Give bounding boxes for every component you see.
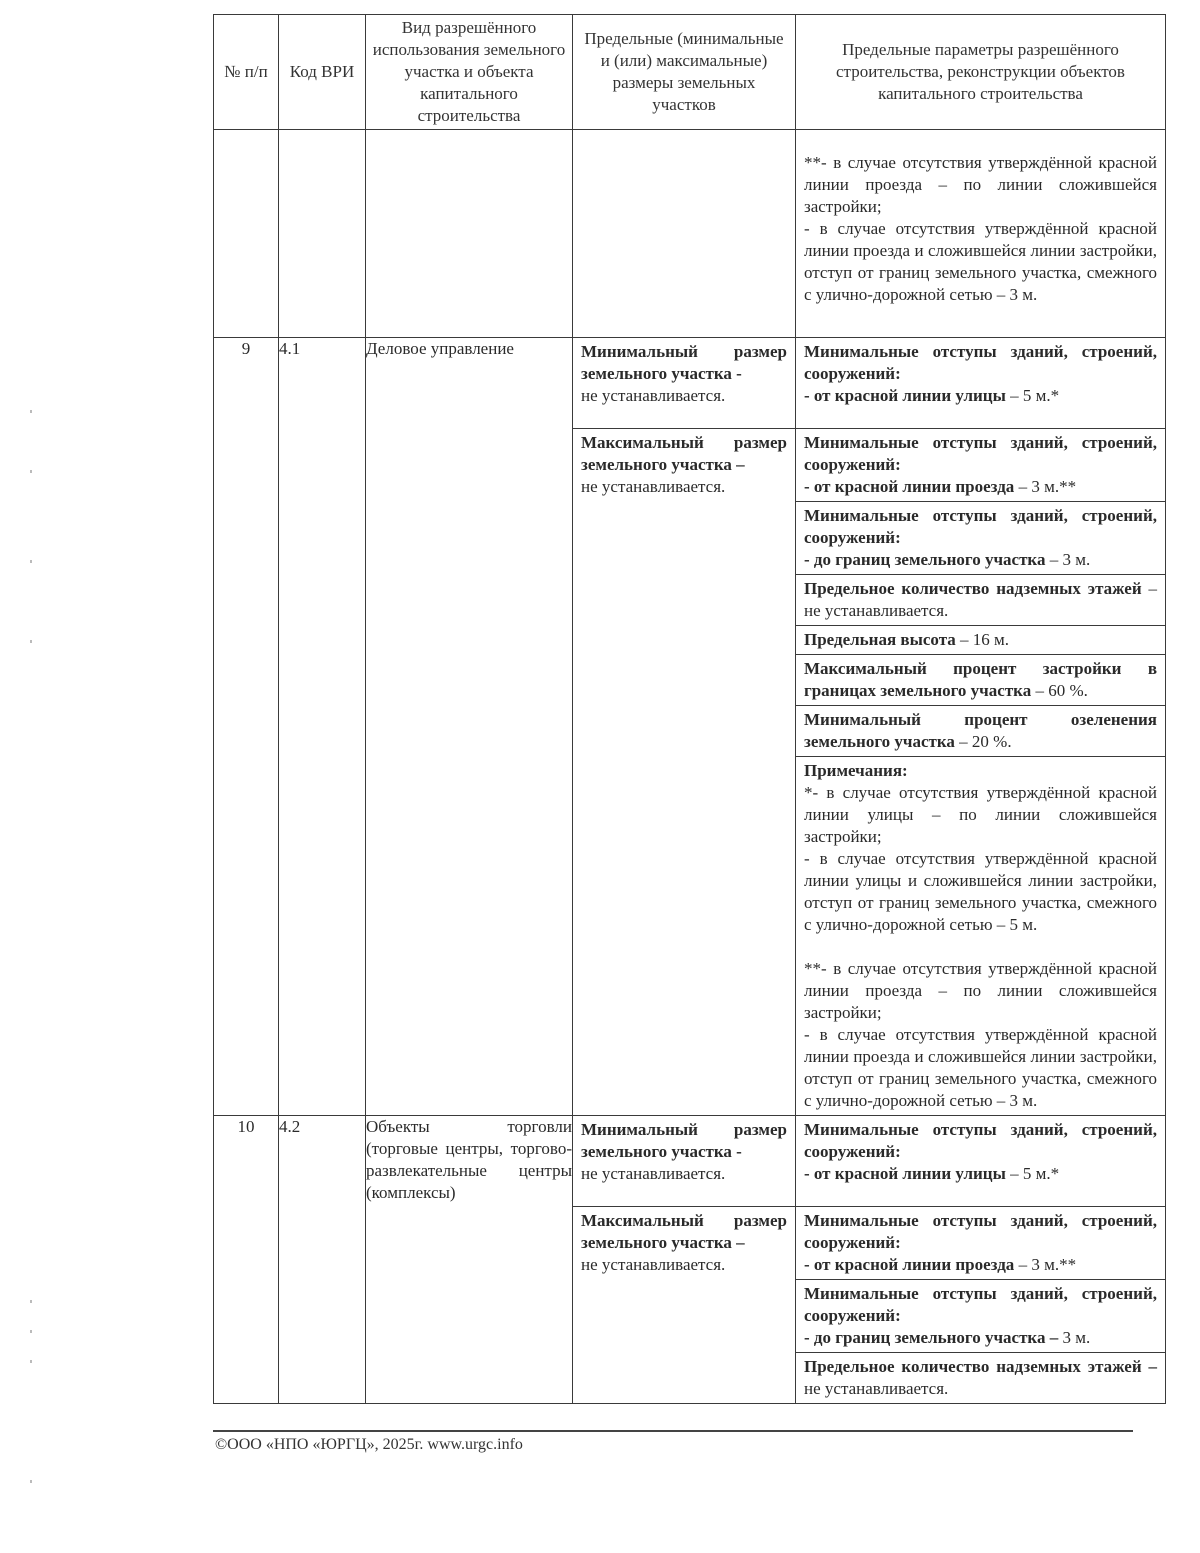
param-value: - до границ земельного участка – — [804, 1328, 1059, 1347]
table-row-continuation — [214, 130, 1166, 338]
note-line: **- в случае отсутствия утверждённой красной линии проезда – по линии сложившейся застройки; — [804, 153, 1157, 216]
note-line: **- в случае отсутствия утверждённой красной линии проезда – по линии сложившейся застройки; — [804, 959, 1157, 1022]
max-size-value: не устанавливается. — [581, 477, 726, 496]
header-num: № п/п — [214, 15, 279, 130]
row-number: 9 — [214, 338, 279, 1116]
param-tail: – 5 м.* — [1005, 386, 1060, 405]
header-kind: Вид разрешённого использования земельного участка и объекта капитального строительства — [366, 15, 573, 130]
param-title: Минимальные отступы зданий, строений, сооружений: — [804, 342, 1157, 383]
min-size-title: Минимальный размер земельного участка - — [581, 342, 787, 383]
row-code: 4.2 — [279, 1116, 366, 1404]
regulations-table — [213, 14, 1166, 1404]
min-size-value: не устанавливается. — [581, 1164, 726, 1183]
param-tail: – 3 м.** — [1014, 1255, 1077, 1274]
note-line: - в случае отсутствия утверждённой красной линии проезда и сложившейся линии застройки, отступ от границ земельного участка, смежного с улично-дорожной сетью – 3 м. — [804, 219, 1157, 304]
row-params — [796, 1116, 1166, 1404]
param-tail: 3 м. — [1058, 1328, 1091, 1347]
note-line: - в случае отсутствия утверждённой красной линии улицы и сложившейся линии застройки, отступ от границ земельного участка, смежного с улично-дорожной сетью – 5 м. — [804, 849, 1157, 934]
table-row-10 — [214, 1116, 1166, 1404]
max-size-title: Максимальный размер земельного участка – — [581, 1211, 787, 1252]
note-line: *- в случае отсутствия утверждённой красной линии улицы – по линии сложившейся застройки; — [804, 783, 1157, 846]
param-value: - от красной линии улицы — [804, 386, 1006, 405]
row-kind: Деловое управление — [366, 338, 573, 1116]
param-title: Предельная высота — [804, 630, 956, 649]
param-title: Минимальные отступы зданий, строений, сооружений: — [804, 1284, 1157, 1325]
notes-title: Примечания: — [804, 761, 908, 780]
param-value: - от красной линии проезда — [804, 477, 1015, 496]
param-tail: – 3 м. — [1045, 550, 1091, 569]
param-tail: – 20 %. — [954, 732, 1012, 751]
param-title: Минимальные отступы зданий, строений, сооружений: — [804, 1211, 1157, 1252]
row-size — [573, 338, 796, 1116]
row-params — [796, 338, 1166, 1116]
param-tail: – 5 м.* — [1005, 1164, 1060, 1183]
param-title: Минимальный процент озеленения земельного участка — [804, 710, 1157, 751]
footer-copyright: ©ООО «НПО «ЮРГЦ», 2025г. www.urgc.info — [215, 1436, 523, 1453]
min-size-title: Минимальный размер земельного участка - — [581, 1120, 787, 1161]
param-title: Максимальный процент застройки в границах земельного участка — [804, 659, 1157, 700]
max-size-value: не устанавливается. — [581, 1255, 726, 1274]
param-tail: – не устанавливается. — [804, 579, 1158, 620]
param-title: Предельное количество надземных этажей — [804, 579, 1142, 598]
param-title: Предельное количество надземных этажей – — [804, 1357, 1157, 1376]
note-line: - в случае отсутствия утверждённой красной линии проезда и сложившейся линии застройки, отступ от границ земельного участка, смежного с улично-дорожной сетью – 3 м. — [804, 1025, 1157, 1110]
param-value: - до границ земельного участка — [804, 550, 1046, 569]
header-size: Предельные (минимальные и (или) максимальные) размеры земельных участков — [573, 15, 796, 130]
notes-block — [796, 757, 1165, 1115]
table-header-row — [214, 15, 1166, 130]
min-size-value: не устанавливается. — [581, 386, 726, 405]
row-kind: Объекты торговли (торговые центры, торгово-развлекательные центры (комплексы) — [366, 1116, 573, 1404]
continuation-notes — [796, 130, 1166, 338]
max-size-title: Максимальный размер земельного участка – — [581, 433, 787, 474]
param-tail: – 60 %. — [1031, 681, 1088, 700]
param-tail: – 3 м.** — [1014, 477, 1077, 496]
param-title: Минимальные отступы зданий, строений, сооружений: — [804, 506, 1157, 547]
param-tail: – 16 м. — [955, 630, 1010, 649]
scan-edge-marks — [30, 0, 32, 1553]
footer-divider — [213, 1430, 1133, 1432]
header-params: Предельные параметры разрешённого строительства, реконструкции объектов капитального строительства — [796, 15, 1166, 130]
param-value: - от красной линии улицы — [804, 1164, 1006, 1183]
param-title: Минимальные отступы зданий, строений, сооружений: — [804, 433, 1157, 474]
header-code: Код ВРИ — [279, 15, 366, 130]
param-value: - от красной линии проезда — [804, 1255, 1015, 1274]
param-tail: не устанавливается. — [804, 1379, 949, 1398]
row-size — [573, 1116, 796, 1404]
row-number: 10 — [214, 1116, 279, 1404]
table-row-9 — [214, 338, 1166, 1116]
row-code: 4.1 — [279, 338, 366, 1116]
param-title: Минимальные отступы зданий, строений, сооружений: — [804, 1120, 1157, 1161]
